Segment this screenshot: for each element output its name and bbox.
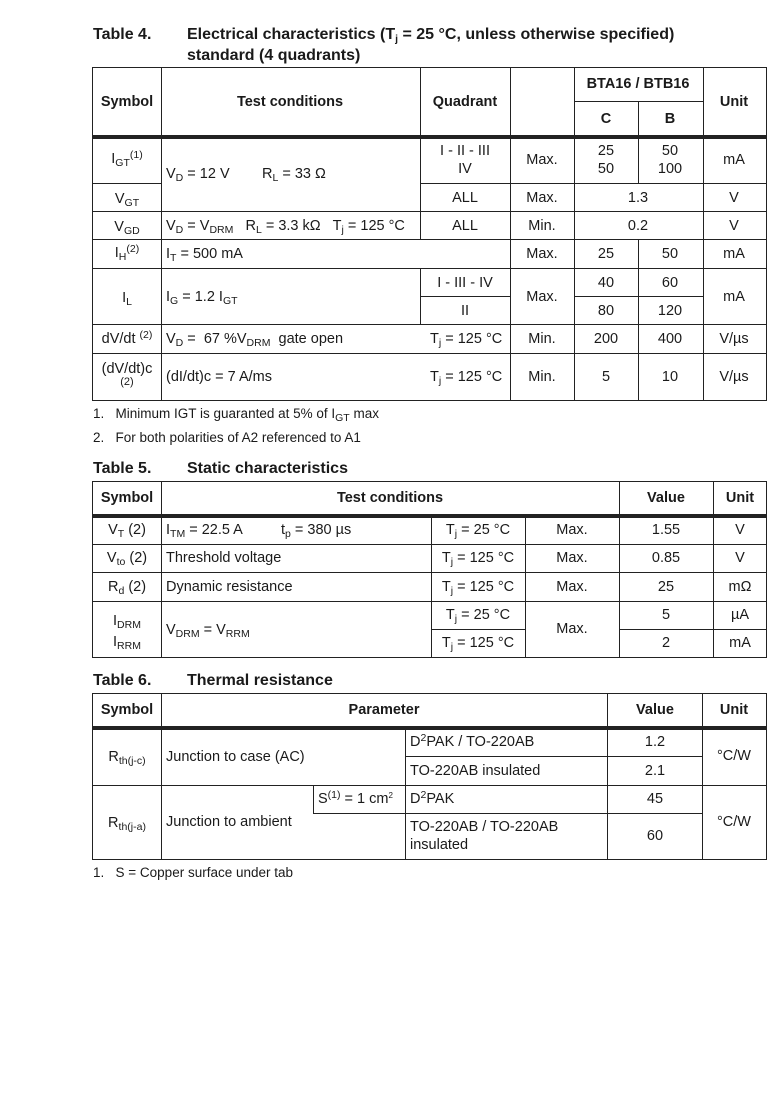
value: 1.55 xyxy=(651,522,681,538)
unit: °C/W xyxy=(717,814,751,830)
col-quadrant: Quadrant xyxy=(432,94,498,110)
tj-dvdtc: $T_j = 125$ °C xyxy=(430,369,503,387)
symbol-rthja: $R_{th(j-a)}$ xyxy=(108,815,146,833)
table6-number: Table 6. xyxy=(93,672,152,689)
minmax: Max. xyxy=(526,152,558,168)
package: insulated xyxy=(410,837,469,853)
minmax: Max. xyxy=(526,190,558,206)
table4-subtitle: standard (4 quadrants) xyxy=(187,47,361,64)
unit: mA xyxy=(729,635,751,651)
tj: $T_j = 25$ °C xyxy=(445,607,511,625)
tj-dvdt: $T_j = 125$ °C xyxy=(430,331,503,349)
col-group-bta16-btb16: BTA16 / BTB16 xyxy=(586,76,690,92)
minmax: Max. xyxy=(556,522,588,538)
col-unit: Unit xyxy=(719,94,749,110)
col-unit: Unit xyxy=(719,702,749,718)
value-b: 50 xyxy=(661,246,679,262)
copper-surface: $S^{(1)} = 1$ $cm^2$ xyxy=(318,789,393,807)
unit: µA xyxy=(730,607,750,623)
symbol-irrm: $I_{RRM}$ xyxy=(113,634,141,652)
value-b: 60 xyxy=(661,275,679,291)
table6-title: Thermal resistance xyxy=(187,672,333,689)
minmax: Max. xyxy=(556,621,588,637)
cond-il: $I_G = 1.2$ $I_{GT}$ xyxy=(166,289,238,307)
value: 5 xyxy=(661,607,671,623)
value: 2 xyxy=(661,635,671,651)
cond-vd: $V_D = 12$ V xyxy=(166,166,230,184)
minmax: Max. xyxy=(556,550,588,566)
symbol-rthjc: $R_{th(j-c)}$ xyxy=(108,749,146,767)
symbol-ih: $I_H^{(2)}$ xyxy=(114,243,140,263)
quadrant: II xyxy=(460,303,470,319)
param: Junction to ambient xyxy=(166,814,292,830)
table4-title: Electrical characteristics ($T_j = 25$ °C, unless otherwise specified) xyxy=(187,26,675,45)
value: 0.85 xyxy=(651,550,681,566)
unit: V xyxy=(735,550,745,566)
value: 60 xyxy=(646,828,664,844)
tj: $T_j = 25$ °C xyxy=(445,522,511,540)
col-test-conditions: Test conditions xyxy=(236,94,344,110)
symbol-igt: $I_{GT}^{(1)}$ xyxy=(111,149,143,169)
minmax: Max. xyxy=(526,246,558,262)
value: 1.3 xyxy=(627,190,649,206)
cond-vdrm-vrrm: $V_{DRM} = V_{RRM}$ xyxy=(166,622,250,640)
tj: $T_j = 125$ °C xyxy=(441,635,515,653)
value-c: 5 xyxy=(601,369,611,385)
cond: Dynamic resistance xyxy=(166,579,293,595)
table5-number: Table 5. xyxy=(93,460,152,477)
value: 45 xyxy=(646,791,664,807)
table5-title: Static characteristics xyxy=(187,460,348,477)
quadrant: IV xyxy=(458,161,472,177)
symbol-idrm: $I_{DRM}$ xyxy=(113,613,141,631)
unit: V/µs xyxy=(719,331,749,347)
value: 0.2 xyxy=(627,218,649,234)
table4-number: Table 4. xyxy=(93,26,152,43)
unit: V xyxy=(729,190,739,206)
col-parameter: Parameter xyxy=(348,702,420,718)
unit: mA xyxy=(723,152,745,168)
col-test-conditions: Test conditions xyxy=(336,490,444,506)
symbol-vgt: $V_{GT}$ xyxy=(114,191,140,209)
col-symbol: Symbol xyxy=(100,490,154,506)
minmax: Max. xyxy=(556,579,588,595)
minmax: Min. xyxy=(528,331,556,347)
value-b: 50 xyxy=(661,143,679,159)
symbol-vto: $V_{to}$ (2) xyxy=(106,550,148,568)
cond-ih: $I_T = 500$ mA xyxy=(166,246,243,264)
value: 25 xyxy=(657,579,675,595)
symbol-dvdt: dV/dt $^{(2)}$ xyxy=(101,329,153,347)
value-b: 400 xyxy=(657,331,683,347)
value-b: 10 xyxy=(661,369,679,385)
symbol-dvdtc-note: (2) xyxy=(120,376,134,388)
unit: V/µs xyxy=(719,369,749,385)
unit: mΩ xyxy=(728,579,752,595)
cond-dvdtc: (dI/dt)c = 7 A/ms xyxy=(166,369,272,385)
symbol-il: $I_L$ xyxy=(122,290,132,308)
value-c: 50 xyxy=(597,161,615,177)
unit: V xyxy=(735,522,745,538)
symbol-vgd: $V_{GD}$ xyxy=(114,219,140,237)
value-c: 25 xyxy=(597,246,615,262)
value: 2.1 xyxy=(644,763,666,779)
value-c: 200 xyxy=(593,331,619,347)
param: Junction to case (AC) xyxy=(166,749,305,765)
value-b: 120 xyxy=(657,303,683,319)
symbol-dvdtc: (dV/dt)c xyxy=(101,361,153,377)
col-value: Value xyxy=(647,490,685,506)
quadrant: I - II - III xyxy=(440,143,490,159)
symbol-vt: $V_T$ (2) xyxy=(108,522,146,540)
cond-dvdt: $V_D = 67$ $\%V_{DRM}$ gate open xyxy=(166,331,344,349)
col-c: C xyxy=(600,111,612,127)
unit: °C/W xyxy=(717,748,751,764)
col-symbol: Symbol xyxy=(100,702,154,718)
package: TO-220AB / TO-220AB xyxy=(410,819,559,835)
cond-tp: $t_p = 380$ µs xyxy=(281,522,352,540)
cond-rl: $R_L = 33$ Ω xyxy=(262,166,326,184)
cond-itm: $I_{TM} = 22.5$ A xyxy=(166,522,243,540)
value-c: 80 xyxy=(597,303,615,319)
symbol-rd: $R_d$ (2) xyxy=(107,579,147,597)
col-b: B xyxy=(664,111,676,127)
unit: V xyxy=(729,218,739,234)
tj: $T_j = 125$ °C xyxy=(441,579,515,597)
unit: mA xyxy=(723,246,745,262)
value: 1.2 xyxy=(644,734,666,750)
quadrant: ALL xyxy=(452,190,478,206)
minmax: Min. xyxy=(528,369,556,385)
package: $D^2PAK / TO-220AB$ xyxy=(410,732,535,750)
value-c: 25 xyxy=(597,143,615,159)
col-value: Value xyxy=(636,702,674,718)
col-symbol: Symbol xyxy=(100,94,154,110)
unit: mA xyxy=(723,289,745,305)
table4-footnote-1: 1. Minimum IGT is guaranted at 5% of $I_{GT}$ max xyxy=(93,406,379,424)
tj: $T_j = 125$ °C xyxy=(441,550,515,568)
table4-footnote-2: 2. For both polarities of A2 referenced to A1 xyxy=(93,430,361,445)
table6-footnote-1: 1. S = Copper surface under tab xyxy=(93,865,294,880)
cond-vgd: $V_D = V_{DRM}$ $R_L = 3.3$ kΩ $T_j = 125$ °C xyxy=(166,218,405,236)
value-b: 100 xyxy=(657,161,683,177)
minmax: Max. xyxy=(526,289,558,305)
cond: Threshold voltage xyxy=(166,550,282,566)
quadrant: ALL xyxy=(452,218,478,234)
quadrant: I - III - IV xyxy=(437,275,493,291)
value-c: 40 xyxy=(597,275,615,291)
minmax: Min. xyxy=(528,218,556,234)
package: TO-220AB insulated xyxy=(410,763,541,779)
col-unit: Unit xyxy=(725,490,755,506)
package: $D^2PAK$ xyxy=(410,789,455,807)
